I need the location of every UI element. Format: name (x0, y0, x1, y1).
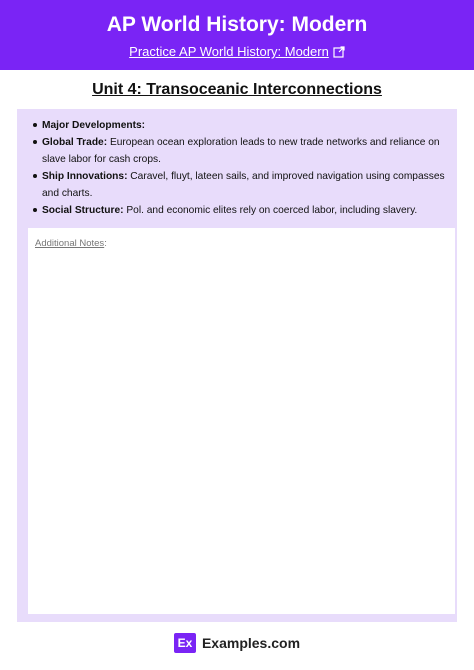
practice-link[interactable]: Practice AP World History: Modern (129, 44, 329, 59)
notes-label-colon: : (104, 238, 107, 249)
bullet-text: European ocean exploration leads to new trade networks and reliance on slave labor for cash crops. (42, 137, 440, 165)
examples-logo-icon: Ex (174, 633, 196, 653)
list-item (42, 134, 445, 168)
list-item (42, 168, 445, 202)
bullet-label: Ship Innovations: (42, 171, 128, 182)
bullet-label: Major Developments: (42, 120, 146, 131)
page-header (0, 0, 474, 70)
list-item (42, 117, 445, 134)
notes-label (35, 238, 107, 249)
content-panel (17, 109, 457, 622)
bullet-text: Pol. and economic elites rely on coerced labor, including slavery. (123, 205, 418, 216)
notes-label-text: Additional Notes (35, 238, 105, 249)
unit-title: Unit 4: Transoceanic Interconnections (92, 81, 382, 98)
practice-link-row (0, 44, 474, 60)
brand-name: Examples.com (201, 635, 301, 651)
page-title: AP World History: Modern (106, 13, 368, 36)
bullet-label: Social Structure: (42, 205, 124, 216)
bullet-text: Caravel, fluyt, lateen sails, and improved navigation using compasses and charts. (42, 171, 445, 199)
external-link-icon[interactable] (333, 46, 345, 58)
bullet-label: Global Trade: (42, 137, 108, 148)
footer (0, 632, 474, 654)
notes-area[interactable] (28, 228, 455, 614)
bullet-list (17, 117, 457, 219)
list-item (42, 202, 445, 219)
